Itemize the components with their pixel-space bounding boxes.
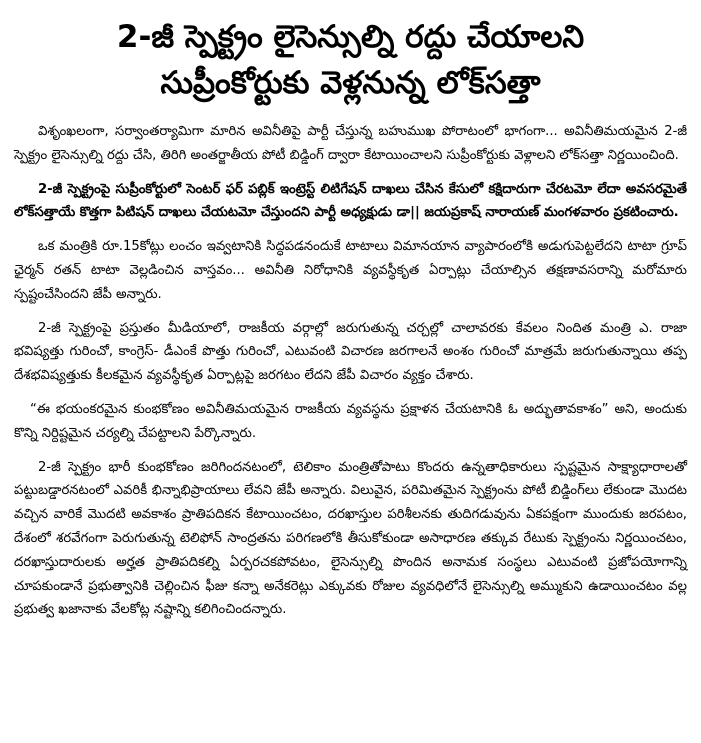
- headline-line-1: 2-జీ స్పెక్ట్రం లైసెన్సుల్ని రద్దు చేయాలని: [116, 19, 585, 55]
- headline-line-2: సుప్రీంకోర్టుకు వెళ్లనున్న లోక్‌సత్తా: [160, 65, 541, 101]
- paragraph-2: 2-జీ స్పెక్ట్రంపై సుప్రీంకోర్టులో సెంటర్ ఫర్ పబ్లిక్ ఇంట్రెస్ట్ లిటిగేషన్ దాఖలు చేసిన కేసులో కక్షిదారుగా చేరటమో లేదా అవసరమైతే లోక్‌సత్తాయే కొత్తగా పిటిషన్ దాఖలు చేయటమో చేస్తుందని పార్టీ అధ్యక్షుడు డా|| జయప్రకాష్ నారాయణ్ మంగళవారం ప్రకటించారు.: [14, 181, 687, 221]
- paragraph-4: 2-జీ స్పెక్ట్రంపై ప్రస్తుతం మీడియాలో, రాజకీయ వర్గాల్లో జరుగుతున్న చర్చల్లో చాలావరకు కేవలం నిందిత మంత్రి ఎ. రాజా భవిష్యత్తు గురించో, కాంగ్రెస్- డీఎంకే పొత్తు గురించో, ఎటువంటి విచారణ జరగాలనే అంశం గురించో మాత్రమే జరుగుతున్నాయి తప్ప దేశభవిష్యత్తుకు కీలకమైన వ్యవస్థీకృత ఏర్పాట్లపై జరగటం లేదని జేపీ విచారం వ్యక్తం చేశారు.: [14, 320, 687, 384]
- article-headline: [14, 14, 687, 106]
- paragraph-5: “ఈ భయంకరమైన కుంభకోణం అవినీతిమయమైన రాజకీయ వ్యవస్థను ప్రక్షాళన చేయటానికి ఓ అద్భుతావకాశం” అని, అందుకు కొన్ని నిర్దిష్టమైన చర్యల్ని చేపట్టాలని పేర్కొన్నారు.: [14, 401, 687, 441]
- paragraph-6: 2-జీ స్పెక్ట్రం భారీ కుంభకోణం జరిగిందనటంలో, టెలికాం మంత్రితోపాటు కొందరు ఉన్నతాధికారులు స్పష్టమైన సాక్ష్యాధారాలతో పట్టుబడ్డారనటంలో ఎవరికీ భిన్నాభిప్రాయాలు లేవని జేపీ అన్నారు. విలువైన, పరిమితమైన స్పెక్ట్రంను పోటీ బిడ్డింగ్‌లు లేకుండా మొదట వచ్చిన వారికే మొదటి అవకాశం ప్రాతిపదికన కేటాయించటం, దరఖాస్తుల పరిశీలనకు తుదిగడువును ఏకపక్షంగా ముందుకు జరపటం, దేశంలో శరవేగంగా పెరుగుతున్న టెలిఫోన్ సాంద్రతను పరిగణలోకి తీసుకోకుండా అసాధారణ తక్కువ రేటుకు స్పెక్ట్రంను నిర్ణయించటం, దరఖాస్తుదారులకు అర్హత ప్రాతిపదికల్ని ఏర్పరచకపోవటం, లైసెన్సుల్ని పొందిన అనామక సంస్థలు ఎటువంటి ప్రజోపయోగాన్ని చూపకుండానే ప్రభుత్వానికి చెల్లించిన ఫీజు కన్నా అనేకరెట్లు ఎక్కువకు రోజుల వ్యవధిలోనే లైసెన్సుల్ని అమ్ముకుని ఉడాయించటం వల్ల ప్రభుత్వ ఖజానాకు వేలకోట్ల నష్టాన్ని కలిగించిందన్నారు.: [14, 459, 687, 618]
- paragraph-1: విశృంఖలంగా, సర్వాంతర్యామిగా మారిన అవినీతిపై పార్టీ చేస్తున్న బహుముఖ పోరాటంలో భాగంగా... అవినీతిమయమైన 2-జీ స్పెక్ట్రం లైసెన్సుల్ని రద్దు చేసి, తిరిగి అంతర్జాతీయ పోటీ బిడ్డింగ్ ద్వారా కేటాయించాలని సుప్రీంకోర్టుకు వెళ్లాలని లోక్‌సత్తా నిర్ణయించింది.: [14, 124, 687, 163]
- paragraph-3: ఒక మంత్రికి రూ.15కోట్లు లంచం ఇవ్వటానికి సిద్ధపడనందుకే టాటాలు విమానయాన వ్యాపారంలోకి అడుగుపెట్టలేదని టాటా గ్రూప్ ఛైర్మన్ రతన్ టాటా వెల్లడించిన వాస్తవం... అవినీతి నిరోధానికి వ్యవస్థీకృత ఏర్పాట్లు చేయాల్సిన తక్షణావసరాన్ని మరోమారు స్పష్టంచేసిందని జేపీ అన్నారు.: [14, 239, 687, 302]
